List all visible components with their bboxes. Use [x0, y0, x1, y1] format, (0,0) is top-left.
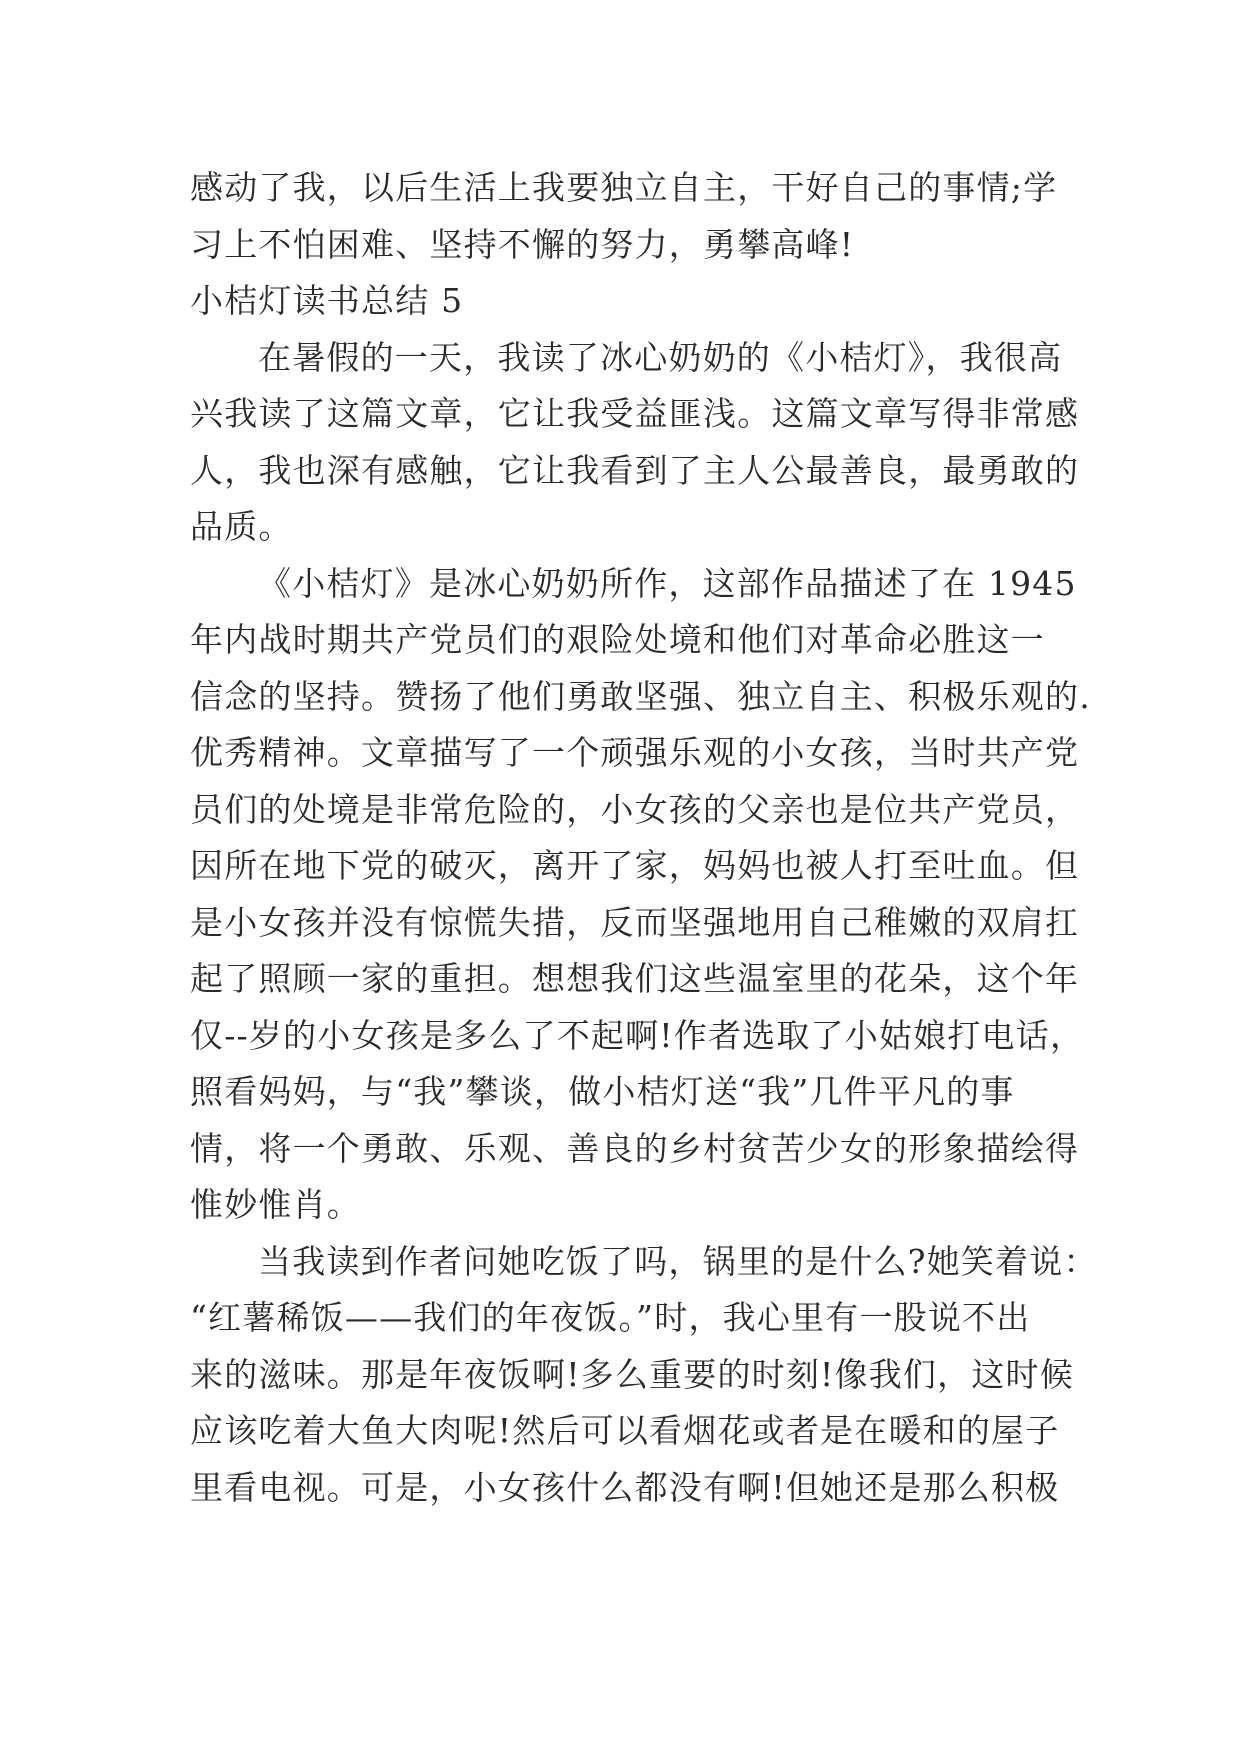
text-line: 起了照顾一家的重担。想想我们这些温室里的花朵，这个年 [190, 959, 1080, 998]
text-line: 照看妈妈，与“我”攀谈，做小桔灯送“我”几件平凡的事 [190, 1072, 1015, 1111]
document-body [190, 160, 1098, 1516]
text-line: 优秀精神。文章描写了一个顽强乐观的小女孩，当时共产党 [190, 733, 1080, 772]
text-line: 里看电视。可是，小女孩什么都没有啊!但她还是那么积极 [190, 1467, 1060, 1507]
text-line: 品质。 [190, 507, 293, 546]
text-line: 兴我读了这篇文章，它让我受益匪浅。这篇文章写得非常感 [190, 394, 1080, 433]
text-line: 当我读到作者问她吃饭了吗，锅里的是什么?她笑着说： [258, 1241, 1098, 1281]
text-line: 情，将一个勇敢、乐观、善良的乡村贫苦少女的形象描绘得 [190, 1128, 1080, 1168]
text-line: 是小女孩并没有惊慌失措，反而坚强地用自己稚嫩的双肩扛 [190, 902, 1080, 942]
text-line: 习上不怕困难、坚持不懈的努力，勇攀高峰! [190, 224, 855, 264]
text-line: 在暑假的一天，我读了冰心奶奶的《小桔灯》，我很高 [258, 337, 1063, 377]
text-line: “红薯稀饭——我们的年夜饭。”时，我心里有一股说不出 [190, 1298, 1031, 1337]
text-line: 《小桔灯》是冰心奶奶所作，这部作品描述了在 1945 [258, 563, 1077, 603]
section-heading: 小桔灯读书总结 5 [190, 281, 464, 320]
text-line: 年内战时期共产党员们的艰险处境和他们对革命必胜这一 [190, 620, 1045, 659]
text-line: 因所在地下党的破灭，离开了家，妈妈也被人打至吐血。但 [190, 846, 1080, 885]
text-line: 人，我也深有感触，它让我看到了主人公最善良，最勇敢的 [190, 450, 1080, 490]
text-line: 感动了我，以后生活上我要独立自主，干好自己的事情;学 [190, 168, 1058, 207]
text-line: 来的滋味。那是年夜饭啊!多么重要的时刻!像我们，这时候 [190, 1354, 1074, 1394]
text-line: 信念的坚持。赞扬了他们勇敢坚强、独立自主、积极乐观的. [190, 676, 1091, 716]
text-line: 惟妙惟肖。 [190, 1185, 361, 1224]
text-line: 应该吃着大鱼大肉呢!然后可以看烟花或者是在暖和的屋子 [190, 1411, 1060, 1450]
text-line: 员们的处境是非常危险的，小女孩的父亲也是位共产党员， [190, 789, 1080, 829]
text-line: 仅--岁的小女孩是多么了不起啊!作者选取了小姑娘打电话， [190, 1015, 1085, 1055]
